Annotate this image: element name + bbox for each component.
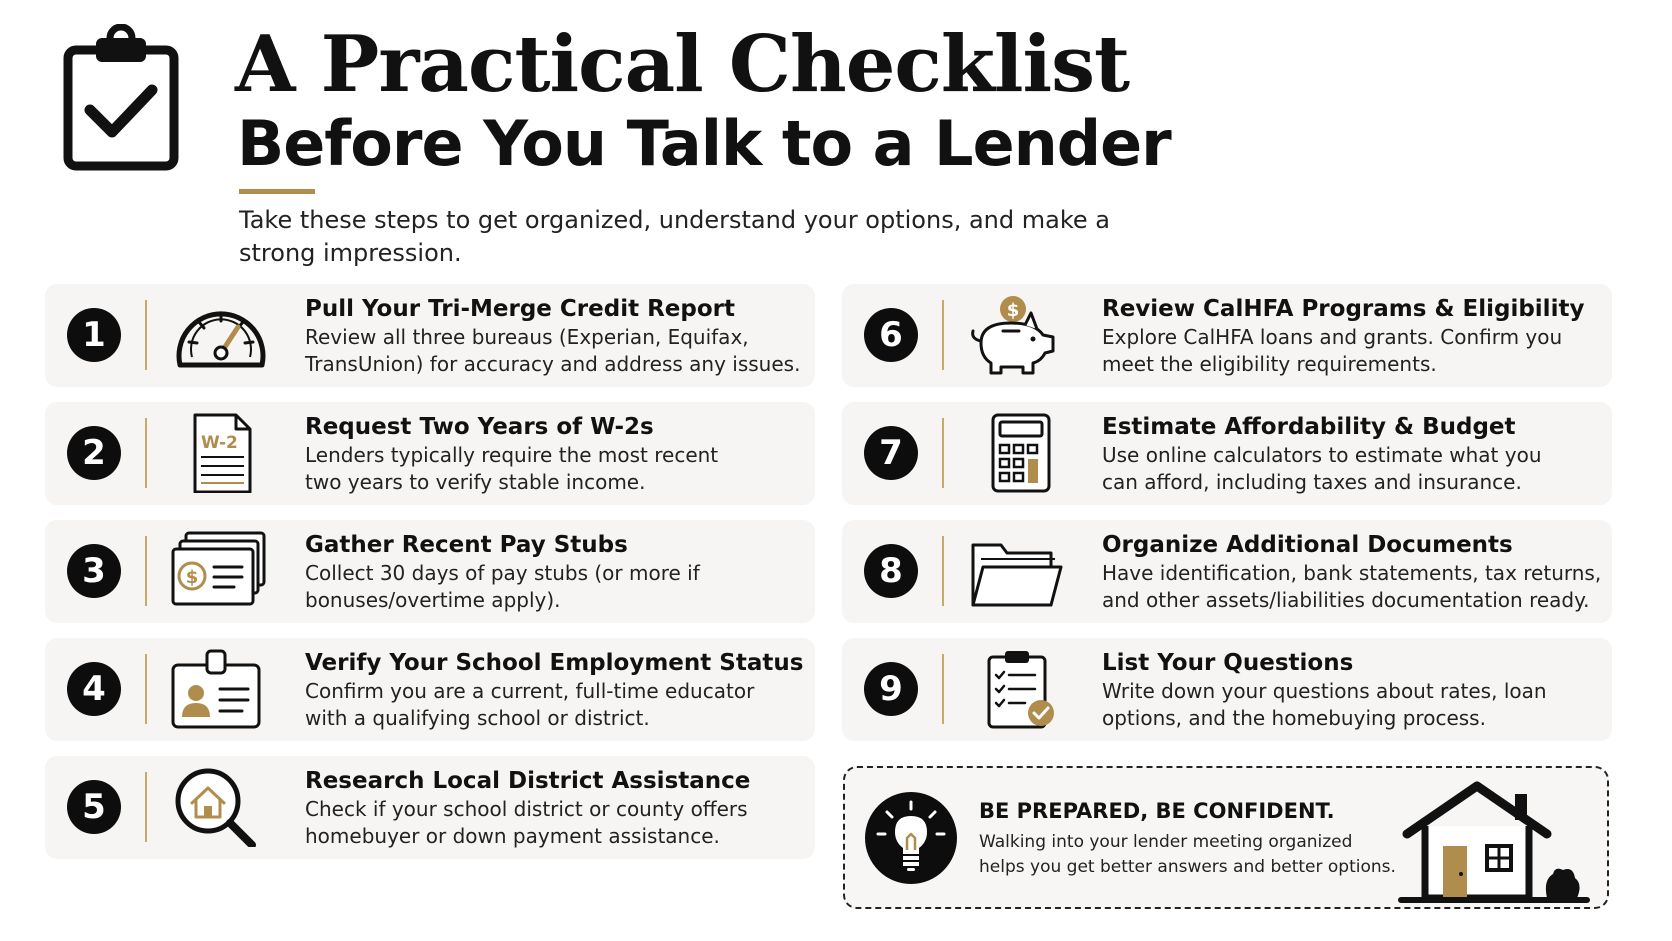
item-title: Gather Recent Pay Stubs — [305, 532, 628, 558]
svg-text:$: $ — [185, 567, 199, 588]
checklist-clipboard-icon — [967, 649, 1067, 729]
item-title: Pull Your Tri-Merge Credit Report — [305, 296, 735, 322]
clipboard-check-icon — [62, 24, 180, 172]
item-description: Explore CalHFA loans and grants. Confirm you meet the eligibility requirements. — [1102, 325, 1563, 376]
page-intro: Take these steps to get organized, understand your options, and make a strong impression. — [239, 206, 1110, 267]
checklist-item-8 — [842, 520, 1612, 623]
item-divider — [942, 654, 944, 724]
house-search-icon — [170, 767, 270, 847]
page-title: A Practical Checklist — [235, 19, 1130, 110]
item-title: Review CalHFA Programs & Eligibility — [1102, 296, 1585, 322]
item-title: List Your Questions — [1102, 650, 1354, 676]
item-description: Review all three bureaus (Experian, Equifax, TransUnion) for accuracy and address any issues. — [305, 325, 801, 376]
item-title: Organize Additional Documents — [1102, 532, 1513, 558]
page-subtitle-heading: Before You Talk to a Lender — [237, 107, 1171, 180]
id-badge-icon — [170, 649, 270, 729]
be-prepared-callout — [843, 766, 1609, 909]
speedometer-icon — [170, 295, 270, 375]
w2-document-icon — [170, 413, 270, 493]
step-number-badge: 9 — [864, 662, 918, 716]
callout-text: Walking into your lender meeting organized helps you get better answers and better options. — [979, 832, 1396, 877]
step-number-badge: 5 — [67, 780, 121, 834]
item-divider — [145, 300, 147, 370]
piggy-bank-icon — [967, 295, 1067, 375]
item-description: Use online calculators to estimate what you can afford, including taxes and insurance. — [1102, 443, 1542, 494]
step-number-badge: 2 — [67, 426, 121, 480]
step-number-badge: 8 — [864, 544, 918, 598]
item-description: Check if your school district or county offers homebuyer or down payment assistance. — [305, 797, 748, 848]
item-divider — [942, 418, 944, 488]
lightbulb-icon — [865, 792, 957, 884]
checklist-item-9 — [842, 638, 1612, 741]
checklist-item-4 — [45, 638, 815, 741]
item-divider — [145, 772, 147, 842]
house-icon — [1397, 776, 1597, 906]
title-accent-rule — [239, 189, 315, 194]
item-description: Collect 30 days of pay stubs (or more if bonuses/overtime apply). — [305, 561, 700, 612]
w2-label: W-2 — [201, 433, 238, 453]
checklist-item-3 — [45, 520, 815, 623]
item-description: Have identification, bank statements, tax returns, and other assets/liabilities documentation ready. — [1102, 561, 1602, 612]
checklist-item-6 — [842, 284, 1612, 387]
item-description: Write down your questions about rates, loan options, and the homebuying process. — [1102, 679, 1547, 730]
checklist-item-5 — [45, 756, 815, 859]
calculator-icon — [967, 413, 1067, 493]
pay-stubs-icon — [170, 531, 270, 611]
item-title: Research Local District Assistance — [305, 768, 751, 794]
step-number-badge: 1 — [67, 308, 121, 362]
item-title: Request Two Years of W-2s — [305, 414, 654, 440]
checklist-item-7 — [842, 402, 1612, 505]
item-divider — [942, 300, 944, 370]
item-title: Estimate Affordability & Budget — [1102, 414, 1516, 440]
step-number-badge: 7 — [864, 426, 918, 480]
callout-title: BE PREPARED, BE CONFIDENT. — [979, 799, 1335, 823]
item-title: Verify Your School Employment Status — [305, 650, 804, 676]
checklist-item-1 — [45, 284, 815, 387]
item-divider — [942, 536, 944, 606]
step-number-badge: 4 — [67, 662, 121, 716]
svg-text:$: $ — [1006, 300, 1020, 321]
item-description: Lenders typically require the most recent two years to verify stable income. — [305, 443, 719, 494]
item-divider — [145, 536, 147, 606]
checklist-item-2 — [45, 402, 815, 505]
step-number-badge: 3 — [67, 544, 121, 598]
item-divider — [145, 418, 147, 488]
item-divider — [145, 654, 147, 724]
item-description: Confirm you are a current, full-time educator with a qualifying school or district. — [305, 679, 755, 730]
folder-icon — [967, 531, 1067, 611]
step-number-badge: 6 — [864, 308, 918, 362]
